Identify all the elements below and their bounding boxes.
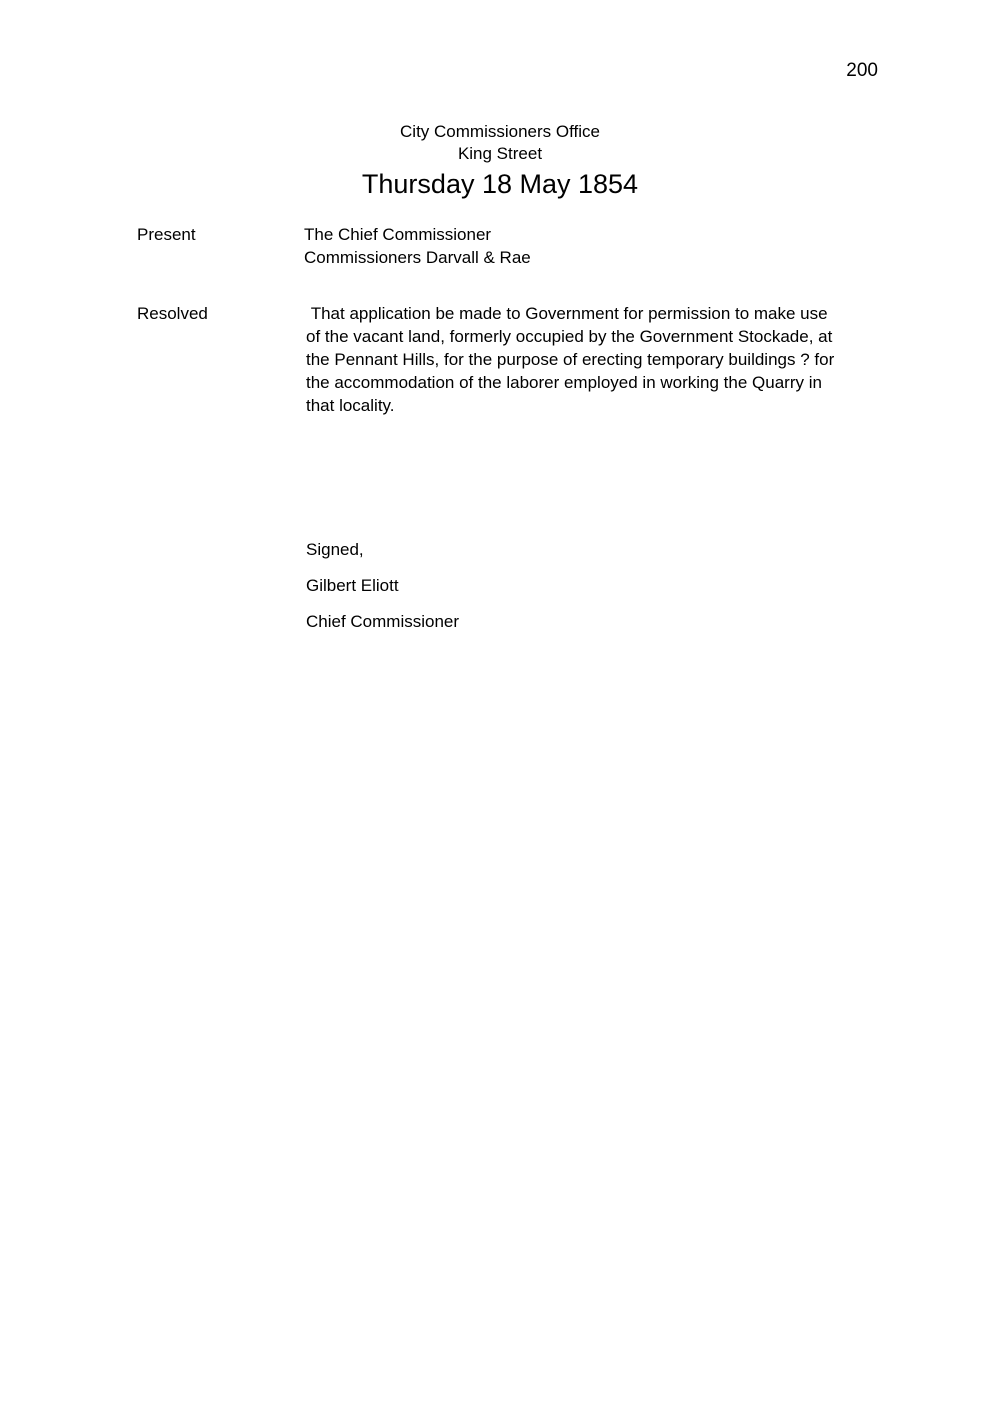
signature-block bbox=[306, 538, 459, 646]
present-attendee: The Chief Commissioner bbox=[304, 225, 492, 244]
minutes-header bbox=[0, 121, 1000, 201]
street-name: King Street bbox=[457, 144, 543, 163]
resolution-text bbox=[306, 302, 886, 417]
signed-label: Signed, bbox=[306, 540, 364, 559]
office-name: City Commissioners Office bbox=[400, 122, 600, 141]
resolution-line: that locality. bbox=[306, 396, 395, 415]
resolution-line: of the vacant land, formerly occupied by the Government Stockade, at bbox=[306, 327, 833, 346]
present-label: Present bbox=[137, 225, 196, 244]
signatory-name: Gilbert Eliott bbox=[306, 576, 399, 595]
page-number: 200 bbox=[846, 60, 878, 81]
present-attendee: Commissioners Darvall & Rae bbox=[304, 248, 531, 267]
signatory-title: Chief Commissioner bbox=[306, 612, 460, 631]
resolved-label: Resolved bbox=[137, 304, 208, 323]
present-list bbox=[304, 223, 531, 269]
meeting-date: Thursday 18 May 1854 bbox=[361, 169, 639, 199]
resolution-line: That application be made to Government for permission to make use bbox=[306, 304, 828, 323]
resolution-line: the accommodation of the laborer employed in working the Quarry in bbox=[306, 373, 822, 392]
resolution-line: the Pennant Hills, for the purpose of erecting temporary buildings ? for bbox=[306, 350, 835, 369]
